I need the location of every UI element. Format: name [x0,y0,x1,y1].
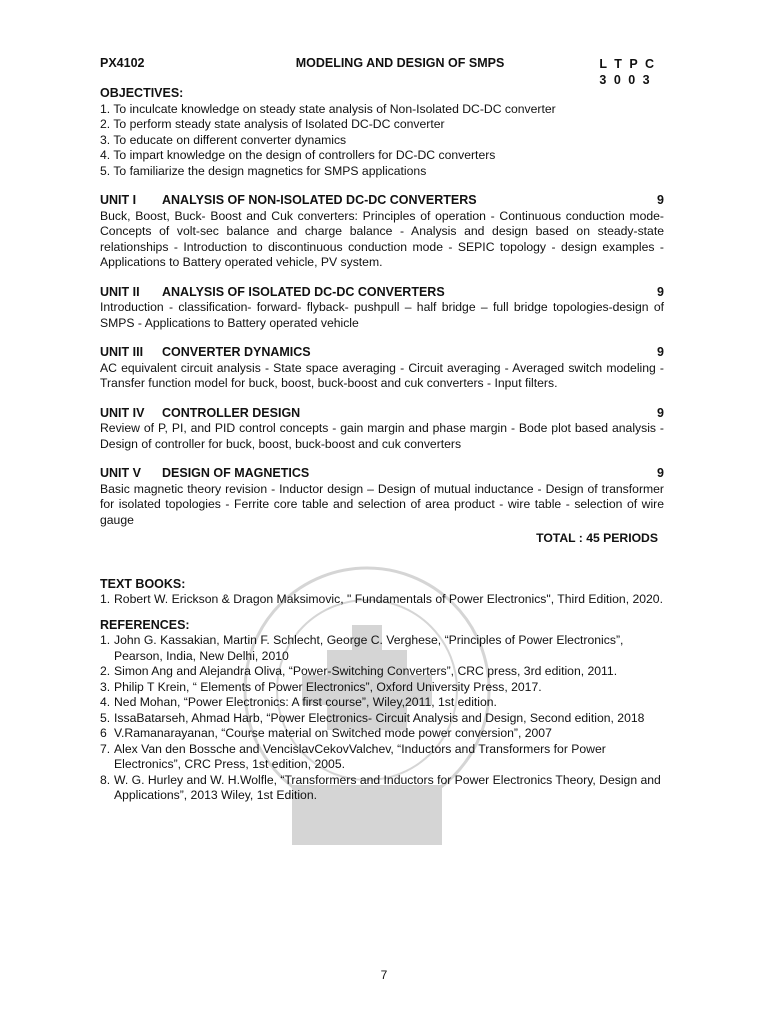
unit-number: UNIT I [100,193,137,207]
unit-heading [100,466,664,482]
item-text: IssaBatarseh, Ahmad Harb, “Power Electronics- Circuit Analysis and Design, Second edition, 2018 [114,710,645,725]
unit-hours: 9 [657,466,664,480]
item-text: Simon Ang and Alejandra Oliva, “Power-Switching Converters”, CRC press, 3rd edition, 2011. [114,664,618,678]
ltpc-values: 3 0 0 3 [599,73,652,87]
item-text: Ned Mohan, “Power Electronics: A first course”, Wiley,2011, 1st edition. [114,695,497,709]
course-code: PX4102 [100,56,145,70]
unit-body: Review of P, PI, and PID control concepts - gain margin and phase margin - Bode plot based analysis - Design of controller for buck, boost, buck-boost and cuk converters [100,421,664,451]
unit-hours: 9 [657,284,664,299]
unit-heading [100,345,664,361]
item-number: 8. [100,772,111,787]
objective-item: 1. To inculcate knowledge on steady state analysis of Non-Isolated DC-DC converter [100,101,556,116]
unit-body: Buck, Boost, Buck- Boost and Cuk converters: Principles of operation - Continuous conduction mode- Concepts of volt-sec balance and charge balance - Analysis and design based on steady-state relationships - Introduction to discontinuous conduction mode - SEPIC topology - design examples - Applications to Battery operated vehicle, PV system. [100,208,664,269]
item-number: 7. [100,741,111,756]
unit-heading [100,193,664,209]
unit-title: ANALYSIS OF ISOLATED DC-DC CONVERTERS [162,284,445,299]
item-text: W. G. Hurley and W. H.Wolfle, “Transformers and Inductors for Power Electronics Theory, Design and Applications”, 2013 Wiley, 1st Edition. [114,772,661,802]
item-number: 1. [100,633,111,647]
total-periods: TOTAL : 45 PERIODS [536,531,658,545]
item-number: 2. [100,664,111,678]
item-text: John G. Kassakian, Martin F. Schlecht, George C. Verghese, “Principles of Power Electronics”, Pearson, India, New Delhi, 2010 [114,633,624,663]
unit-body: AC equivalent circuit analysis - State space averaging - Circuit averaging - Averaged switch modeling - Transfer function model for buck, boost, buck-boost and cuk converters - Input filters. [100,360,664,390]
unit-1 [100,193,664,271]
unit-4 [100,406,664,453]
objectives-list [100,102,664,180]
reference-item [100,742,664,773]
objective-item: 5. To familiarize the design magnetics for SMPS applications [100,163,427,178]
item-number: 3. [100,679,111,694]
objectives-heading: OBJECTIVES: [100,86,184,100]
item-number: 4. [100,695,111,709]
unit-3 [100,345,664,392]
reference-item [100,711,664,727]
item-number: 5. [100,710,111,725]
unit-number: UNIT III [100,345,144,359]
item-text: Alex Van den Bossche and VencislavCekovValchev, “Inductors and Transformers for Power Electronics”, CRC Press, 1st edition, 2005. [114,741,606,771]
ltpc-label: L T P C [599,57,656,71]
ltpc-block [599,56,656,88]
unit-number: UNIT V [100,466,141,480]
text-book-item [100,592,664,608]
item-text: Philip T Krein, “ Elements of Power Electronics”, Oxford University Press, 2017. [114,679,542,694]
unit-hours: 9 [657,193,664,207]
unit-title: CONVERTER DYNAMICS [162,345,311,359]
reference-item [100,633,664,664]
text-books-heading: TEXT BOOKS: [100,576,186,591]
reference-item [100,773,664,804]
item-text: Robert W. Erickson & Dragon Maksimovic, " Fundamentals of Power Electronics", Third Edition, 2020. [114,592,663,606]
reference-item [100,695,664,711]
item-number: 6 [100,726,107,740]
objective-item: 2. To perform steady state analysis of Isolated DC-DC converter [100,117,445,131]
reference-item [100,726,664,742]
objective-item: 4. To impart knowledge on the design of controllers for DC-DC converters [100,148,496,162]
unit-2 [100,285,664,332]
unit-hours: 9 [657,345,664,359]
reference-item [100,664,664,680]
unit-title: ANALYSIS OF NON-ISOLATED DC-DC CONVERTERS [162,193,477,207]
syllabus-content [100,86,664,804]
references-heading: REFERENCES: [100,617,190,632]
unit-heading [100,285,664,301]
unit-number: UNIT II [100,284,140,299]
unit-title: CONTROLLER DESIGN [162,405,301,420]
unit-number: UNIT IV [100,405,145,420]
objective-item: 3. To educate on different converter dynamics [100,132,347,147]
unit-hours: 9 [657,405,664,420]
course-title: MODELING AND DESIGN OF SMPS [295,56,505,70]
unit-heading [100,406,664,422]
unit-5 [100,466,664,528]
reference-item [100,680,664,696]
item-number: 1. [100,592,111,606]
item-text: V.Ramanarayanan, “Course material on Switched mode power conversion”, 2007 [114,726,552,740]
page-number: 7 [380,968,388,982]
unit-body: Introduction - classification- forward- flyback- pushpull – half bridge – full bridge topologies-design of SMPS - Applications to Battery operated vehicle [100,300,664,330]
unit-title: DESIGN OF MAGNETICS [162,466,310,480]
unit-body: Basic magnetic theory revision - Inductor design – Design of mutual inductance - Design of transformer for isolated topologies - Ferrite core table and selection of area product - wire table - selection of wire gauge [100,481,664,527]
